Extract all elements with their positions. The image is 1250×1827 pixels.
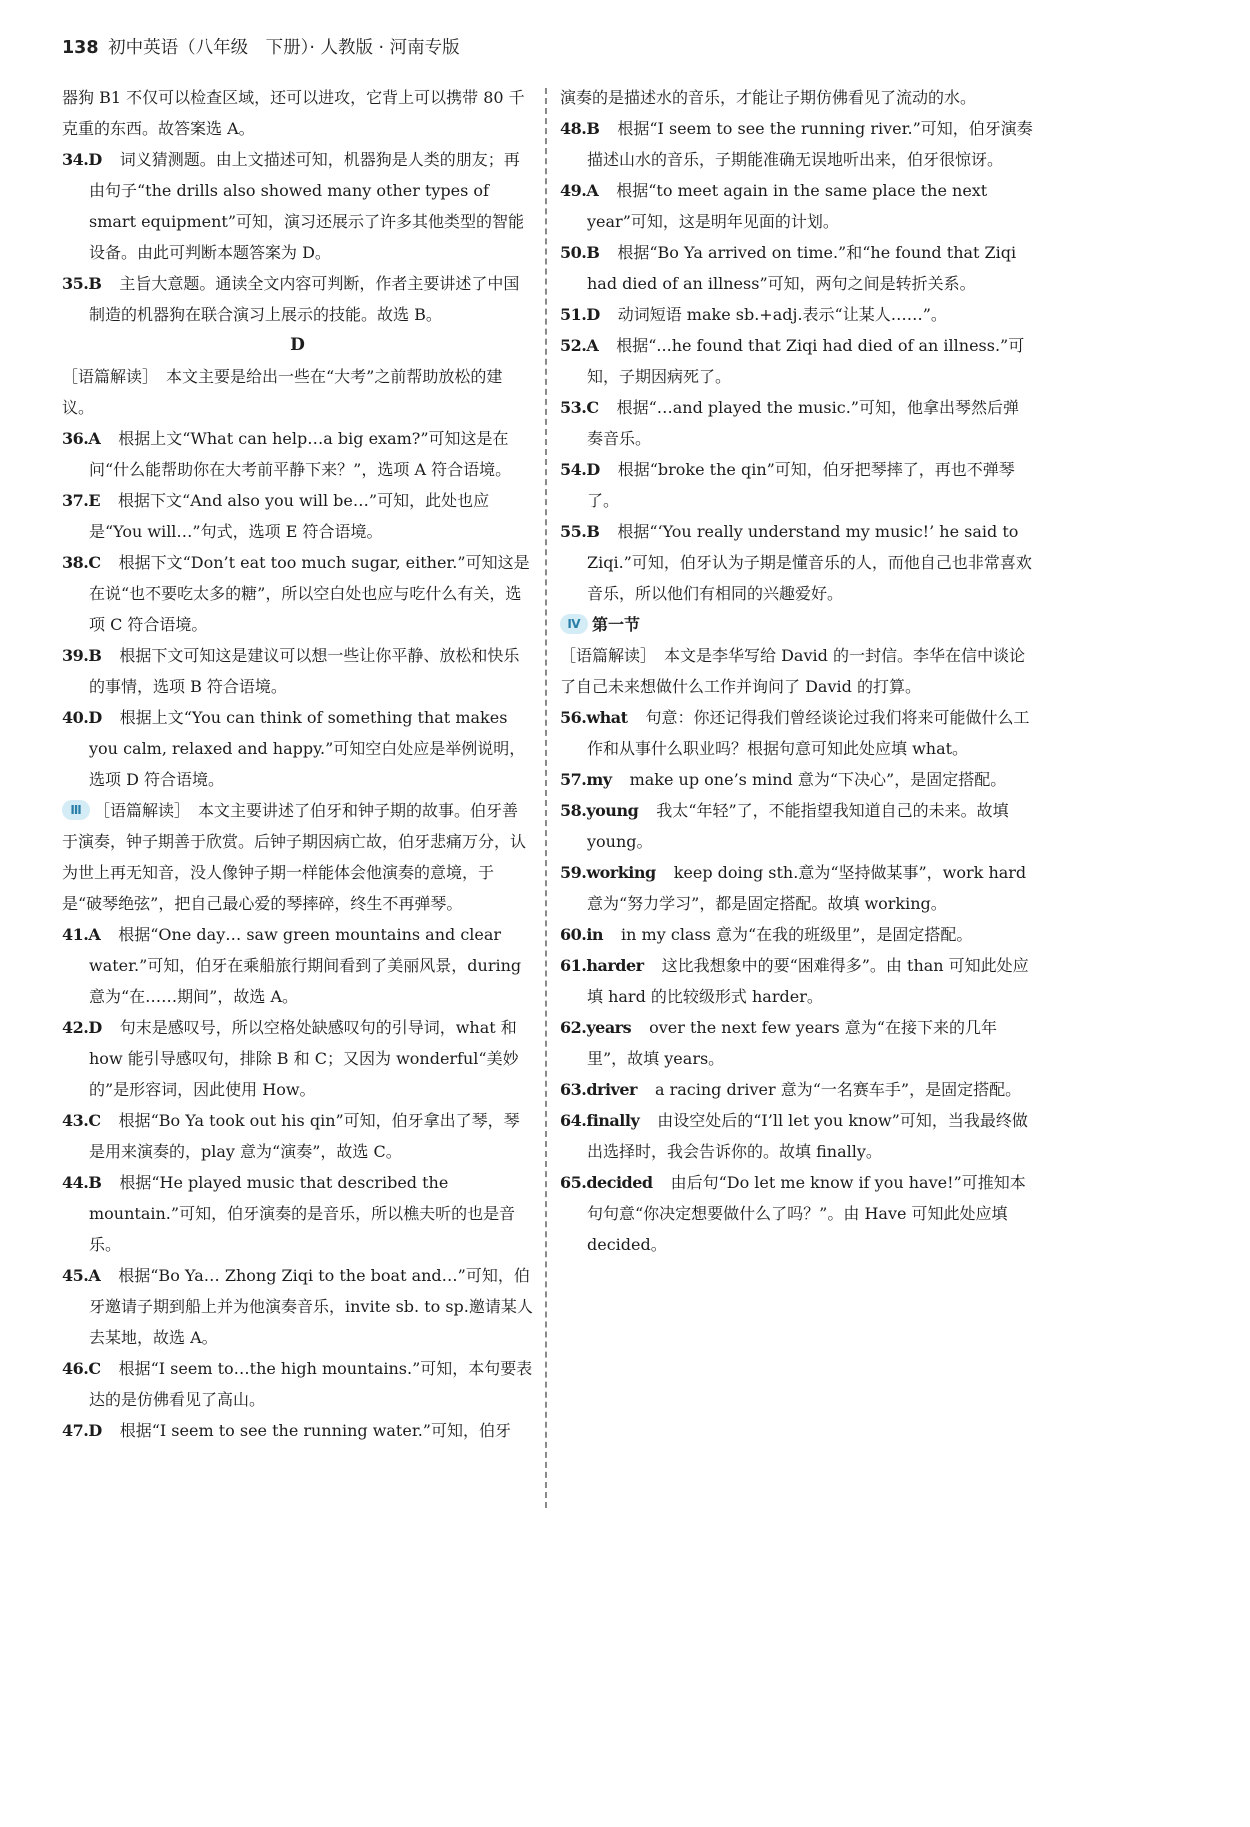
- answer-number: 34.D: [62, 150, 102, 169]
- page-number: 138: [62, 38, 99, 58]
- answer-entry: [62, 268, 533, 330]
- answer-number: 64.finally: [560, 1111, 640, 1130]
- page-header: [62, 34, 460, 59]
- answer-number: 43.C: [62, 1111, 101, 1130]
- answer-explanation: 根据上文“You can think of something that makes you calm, relaxed and happy.”可知空白处应是举例说明，选项 D 符合语境。: [89, 708, 526, 789]
- answer-number: 49.A: [560, 181, 599, 200]
- answer-entry: [62, 1353, 533, 1415]
- answer-number: 65.decided: [560, 1173, 653, 1192]
- answer-entry: [560, 1012, 1034, 1074]
- answer-number: 37.E: [62, 491, 101, 510]
- answer-number: 48.B: [560, 119, 600, 138]
- answer-entry: [560, 1167, 1034, 1260]
- section-number-badge: Ⅳ: [560, 614, 588, 634]
- section-text: 第一节: [592, 615, 641, 634]
- answer-explanation: make up one’s mind 意为“下决心”，是固定搭配。: [629, 770, 1007, 789]
- answer-entry: [62, 1105, 533, 1167]
- answer-explanation: 根据“to meet again in the same place the next year”可知，这是明年见面的计划。: [587, 181, 988, 231]
- answer-number: 63.driver: [560, 1080, 637, 1099]
- answer-entry: [560, 392, 1034, 454]
- section-heading: D: [290, 335, 305, 355]
- answer-explanation: 根据“Bo Ya arrived on time.”和“he found that Ziqi had died of an illness”可知，两句之间是转折关系。: [587, 243, 1017, 293]
- answer-number: 45.A: [62, 1266, 101, 1285]
- answer-explanation: 句意：你还记得我们曾经谈论过我们将来可能做什么工作和从事什么职业吗？根据句意可知此处应填 what。: [587, 708, 1030, 758]
- answer-explanation: 根据“broke the qin”可知，伯牙把琴摔了，再也不弹琴了。: [587, 460, 1015, 510]
- answer-explanation: 这比我想象中的要“困难得多”。由 than 可知此处应填 hard 的比较级形式 harder。: [587, 956, 1029, 1006]
- answer-explanation: over the next few years 意为“在接下来的几年里”，故填 years。: [587, 1018, 997, 1068]
- answer-entry: [62, 1012, 533, 1105]
- answer-number: 38.C: [62, 553, 101, 572]
- answer-number: 61.harder: [560, 956, 644, 975]
- answer-entry: [62, 1167, 533, 1260]
- answer-explanation: 根据“I seem to see the running water.”可知，伯牙: [119, 1421, 511, 1440]
- answer-entry: [62, 485, 533, 547]
- answer-explanation: a racing driver 意为“一名赛车手”，是固定搭配。: [654, 1080, 1022, 1099]
- answer-number: 62.years: [560, 1018, 632, 1037]
- answer-explanation: 根据“One day… saw green mountains and clear water.”可知，伯牙在乘船旅行期间看到了美丽风景，during 意为“在……期间”，故选 A。: [89, 925, 522, 1006]
- answer-entry: [560, 950, 1034, 1012]
- answer-entry: [560, 919, 1034, 950]
- section-text: ［语篇解读］ 本文主要讲述了伯牙和钟子期的故事。伯牙善于演奏，钟子期善于欣赏。后钟子期因病亡故，伯牙悲痛万分，认为世上再无知音，没人像钟子期一样能体会他演奏的意境，于是“破琴绝弦”，把自己最心爱的琴摔碎，终生不再弹琴。: [62, 801, 527, 913]
- book-title: 初中英语（八年级 下册）· 人教版 · 河南专版: [108, 38, 460, 58]
- answer-number: 44.B: [62, 1173, 102, 1192]
- answer-explanation: 句末是感叹号，所以空格处缺感叹句的引导词，what 和 how 能引导感叹句，排除 B 和 C；又因为 wonderful“美妙的”是形容词，因此使用 How。: [89, 1018, 519, 1099]
- answer-explanation: 根据上文“What can help…a big exam?”可知这是在问“什么能帮助你在大考前平静下来？”，选项 A 符合语境。: [89, 429, 512, 479]
- answer-explanation: 根据“I seem to see the running river.”可知，伯牙演奏描述山水的音乐，子期能准确无误地听出来，伯牙很惊讶。: [587, 119, 1033, 169]
- answer-number: 56.what: [560, 708, 628, 727]
- paragraph: ［语篇解读］ 本文是李华写给 David 的一封信。李华在信中谈论了自己未来想做什么工作并询问了 David 的打算。: [560, 646, 1025, 696]
- answer-number: 51.D: [560, 305, 600, 324]
- answer-explanation: 根据下文“And also you will be…”可知，此处也应是“You will…”句式，选项 E 符合语境。: [89, 491, 490, 541]
- answer-explanation: 由设空处后的“I’ll let you know”可知，当我最终做出选择时，我会告诉你的。故填 finally。: [587, 1111, 1028, 1161]
- answer-explanation: 我太“年轻”了，不能指望我知道自己的未来。故填 young。: [587, 801, 1009, 851]
- answer-explanation: in my class 意为“在我的班级里”，是固定搭配。: [621, 925, 973, 944]
- answer-explanation: 根据“Bo Ya… Zhong Ziqi to the boat and…”可知，伯牙邀请子期到船上并为他演奏音乐，invite sb. to sp.邀请某人去某地，故选 A。: [89, 1266, 533, 1347]
- answer-explanation: 词义猜测题。由上文描述可知，机器狗是人类的朋友；再由句子“the drills also showed many other types of smart equipment”可知，演习还展示了许多其他类型的智能设备。由此可判断本题答案为 D。: [89, 150, 525, 262]
- answer-number: 54.D: [560, 460, 600, 479]
- answer-number: 39.B: [62, 646, 102, 665]
- answer-number: 60.in: [560, 925, 604, 944]
- answer-explanation: 主旨大意题。通读全文内容可判断，作者主要讲述了中国制造的机器狗在联合演习上展示的技能。故选 B。: [89, 274, 520, 324]
- answer-number: 35.B: [62, 274, 102, 293]
- answer-explanation: keep doing sth.意为“坚持做某事”，work hard 意为“努力学习”，都是固定搭配。故填 working。: [587, 863, 1027, 913]
- left-column: [62, 82, 533, 1446]
- answer-entry: [62, 1260, 533, 1353]
- column-divider: [545, 88, 547, 1508]
- paragraph: 器狗 B1 不仅可以检查区域，还可以进攻，它背上可以携带 80 千克重的东西。故答案选 A。: [62, 88, 525, 138]
- answer-number: 46.C: [62, 1359, 101, 1378]
- answer-explanation: 根据下文“Don’t eat too much sugar, either.”可知这是在说“也不要吃太多的糖”，所以空白处也应与吃什么有关，选项 C 符合语境。: [89, 553, 530, 634]
- answer-entry: [62, 144, 533, 268]
- answer-entry: [62, 1415, 533, 1446]
- answer-entry: [560, 516, 1034, 609]
- answer-number: 41.A: [62, 925, 101, 944]
- answer-entry: [560, 175, 1034, 237]
- answer-number: 47.D: [62, 1421, 102, 1440]
- answer-entry: [62, 640, 533, 702]
- answer-number: 57.my: [560, 770, 612, 789]
- answer-entry: [560, 795, 1034, 857]
- answer-explanation: 动词短语 make sb.+adj.表示“让某人……”。: [617, 305, 947, 324]
- answer-entry: [560, 702, 1034, 764]
- answer-entry: [560, 764, 1034, 795]
- answer-entry: [560, 113, 1034, 175]
- answer-entry: [560, 299, 1034, 330]
- answer-entry: [62, 702, 533, 795]
- answer-number: 53.C: [560, 398, 599, 417]
- answer-number: 52.A: [560, 336, 599, 355]
- answer-number: 50.B: [560, 243, 600, 262]
- answer-number: 40.D: [62, 708, 102, 727]
- paragraph: ［语篇解读］ 本文主要是给出一些在“大考”之前帮助放松的建议。: [62, 367, 503, 417]
- answer-number: 36.A: [62, 429, 101, 448]
- answer-explanation: 根据“‘You really understand my music!’ he said to Ziqi.”可知，伯牙认为子期是懂音乐的人，而他自己也非常喜欢音乐，所以他们有相同的兴趣爱好。: [587, 522, 1032, 603]
- answer-entry: [62, 547, 533, 640]
- answer-explanation: 根据“Bo Ya took out his qin”可知，伯牙拿出了琴，琴是用来演奏的，play 意为“演奏”，故选 C。: [89, 1111, 520, 1161]
- section-number-badge: Ⅲ: [62, 800, 90, 820]
- answer-explanation: 根据“…and played the music.”可知，他拿出琴然后弹奏音乐。: [587, 398, 1019, 448]
- answer-explanation: 根据“...he found that Ziqi had died of an illness.”可知，子期因病死了。: [587, 336, 1025, 386]
- answer-entry: [62, 919, 533, 1012]
- answer-number: 55.B: [560, 522, 600, 541]
- answer-entry: [560, 330, 1034, 392]
- answer-entry: [62, 423, 533, 485]
- answer-explanation: 根据“I seem to…the high mountains.”可知，本句要表达的是仿佛看见了高山。: [89, 1359, 533, 1409]
- answer-explanation: 根据“He played music that described the mountain.”可知，伯牙演奏的是音乐，所以樵夫听的也是音乐。: [89, 1173, 516, 1254]
- section-intro: [560, 609, 1034, 640]
- answer-number: 59.working: [560, 863, 656, 882]
- right-column: [560, 82, 1034, 1260]
- answer-entry: [560, 857, 1034, 919]
- paragraph: 演奏的是描述水的音乐，才能让子期仿佛看见了流动的水。: [560, 88, 977, 107]
- section-intro: [62, 795, 533, 919]
- answer-explanation: 根据下文可知这是建议可以想一些让你平静、放松和快乐的事情，选项 B 符合语境。: [89, 646, 520, 696]
- answer-entry: [560, 237, 1034, 299]
- answer-entry: [560, 454, 1034, 516]
- answer-entry: [560, 1105, 1034, 1167]
- answer-number: 58.young: [560, 801, 639, 820]
- answer-explanation: 由后句“Do let me know if you have!”可推知本句句意“你决定想要做什么了吗？”。由 Have 可知此处应填 decided。: [587, 1173, 1026, 1254]
- answer-entry: [560, 1074, 1034, 1105]
- answer-number: 42.D: [62, 1018, 102, 1037]
